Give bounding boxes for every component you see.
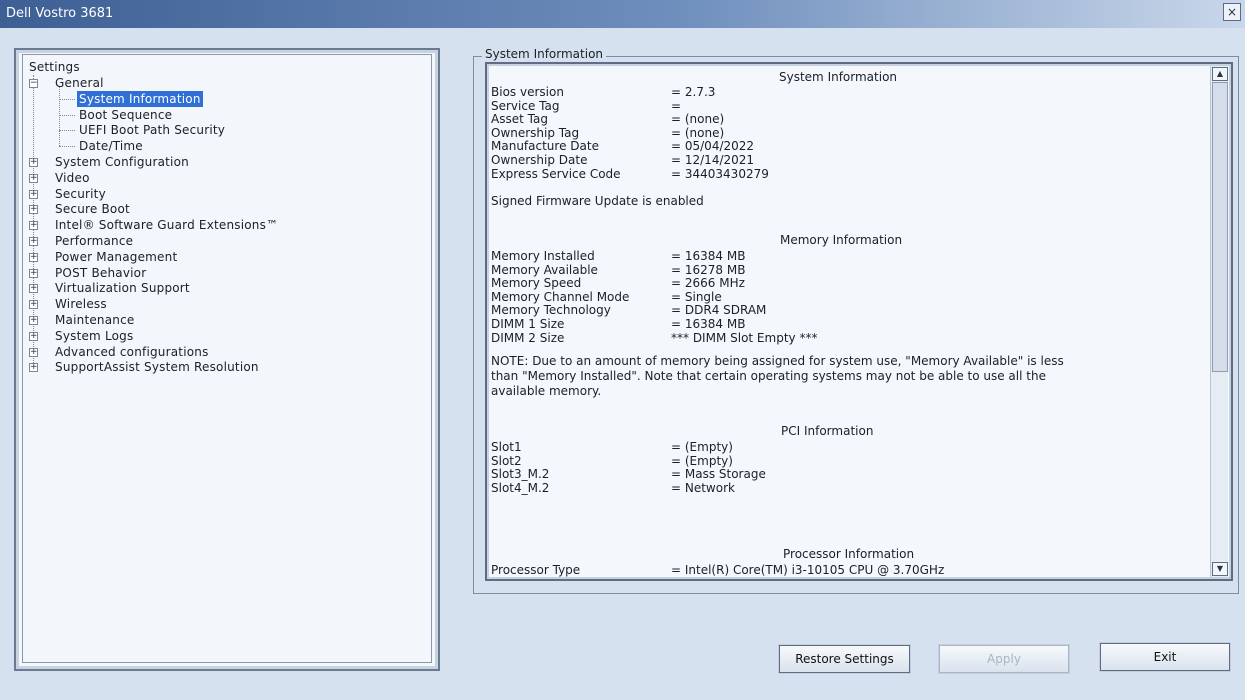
expand-icon[interactable]: + (30, 330, 38, 341)
tree-item-label: General (55, 76, 104, 90)
window-title: Dell Vostro 3681 (6, 6, 114, 21)
tree-item-label: System Configuration (55, 155, 189, 169)
info-row (491, 99, 1191, 113)
info-key: DIMM 2 Size (491, 330, 565, 345)
tree-item-label: Boot Sequence (79, 107, 173, 122)
info-key: Slot2 (491, 453, 522, 468)
settings-tree-panel (14, 48, 440, 671)
tree-item-label: Intel® Software Guard Extensions™ (55, 218, 279, 233)
scroll-thumb[interactable] (1212, 82, 1228, 372)
info-key: Processor Type (491, 563, 581, 577)
info-value: = 12/14/2021 (671, 153, 755, 167)
expand-icon[interactable]: + (30, 362, 38, 373)
tree-item-label: Date/Time (79, 139, 143, 154)
info-row (491, 167, 1191, 181)
info-key: Memory Channel Mode (491, 289, 630, 304)
tree-item-label: Virtualization Support (55, 281, 190, 296)
info-value: = Mass Storage (671, 467, 766, 482)
info-value: = Single (671, 289, 722, 304)
expand-icon[interactable]: + (30, 172, 38, 183)
expand-icon[interactable]: + (30, 251, 38, 262)
apply-button[interactable]: Apply (939, 645, 1069, 673)
info-key: Memory Speed (491, 276, 582, 291)
info-row (491, 139, 1191, 153)
group-title: System Information (482, 47, 606, 61)
info-key: Slot4_M.2 (491, 480, 550, 495)
exit-button[interactable]: Exit (1100, 643, 1230, 671)
info-row (491, 303, 1191, 317)
info-row (491, 263, 1191, 277)
section-heading: Memory Information (780, 233, 903, 247)
tree-connector (59, 115, 75, 116)
info-row (491, 85, 1191, 99)
tree-root-settings: Settings (29, 60, 80, 74)
info-value: = DDR4 SDRAM (671, 303, 767, 318)
info-row (491, 467, 1191, 481)
tree-item-label: System Information (79, 91, 201, 106)
info-row (491, 153, 1191, 167)
close-icon: × (1226, 5, 1238, 19)
expand-icon[interactable]: + (30, 283, 38, 294)
info-value: = 2.7.3 (671, 85, 716, 99)
info-row (491, 126, 1191, 140)
tree-item-label: UEFI Boot Path Security (79, 123, 226, 138)
info-row (491, 440, 1191, 454)
tree-item-label: Video (55, 170, 90, 185)
expand-icon[interactable]: + (30, 299, 38, 310)
info-key: DIMM 1 Size (491, 317, 565, 331)
info-key: Express Service Code (491, 166, 621, 181)
info-row (491, 331, 1191, 345)
expand-icon[interactable]: + (30, 346, 38, 357)
info-content (491, 64, 1203, 579)
tree-connector (59, 146, 75, 147)
tree-item-label: Security (55, 186, 106, 201)
scroll-down-button[interactable] (1212, 562, 1228, 576)
section-heading: System Information (779, 70, 898, 84)
info-row (491, 290, 1191, 304)
tree-item-label: POST Behavior (55, 265, 147, 280)
tree-item-label: Secure Boot (55, 202, 130, 217)
info-value: = Network (671, 480, 735, 495)
settings-tree (22, 54, 432, 663)
arrow-down-icon: ▼ (1216, 564, 1224, 573)
collapse-icon[interactable]: − (30, 78, 38, 88)
firmware-note: Signed Firmware Update is enabled (491, 194, 704, 208)
info-panel (485, 62, 1233, 581)
info-key: Memory Available (491, 262, 598, 277)
expand-icon[interactable]: + (30, 204, 38, 215)
info-value: = (none) (671, 125, 725, 140)
info-value: = 05/04/2022 (671, 139, 755, 154)
info-value: *** DIMM Slot Empty *** (671, 330, 818, 345)
info-key: Slot1 (491, 440, 522, 454)
info-row (491, 112, 1191, 126)
info-value: = Intel(R) Core(TM) i3-10105 CPU @ 3.70GHz (671, 563, 945, 577)
info-key: Asset Tag (491, 112, 548, 127)
expand-icon[interactable]: + (30, 267, 38, 278)
info-key: Memory Technology (491, 303, 611, 318)
close-button[interactable] (1223, 3, 1241, 21)
section-heading: Processor Information (783, 547, 915, 561)
info-key: Manufacture Date (491, 139, 599, 154)
expand-icon[interactable]: + (30, 236, 38, 246)
section-heading: PCI Information (781, 424, 874, 438)
info-row (491, 454, 1191, 468)
info-key: Slot3_M.2 (491, 467, 550, 482)
info-key: Ownership Tag (491, 125, 580, 140)
info-value: = 16384 MB (671, 317, 746, 331)
expand-icon[interactable]: + (30, 220, 38, 231)
tree-item-label: Advanced configurations (55, 344, 209, 359)
info-row (491, 563, 1191, 577)
info-key: Service Tag (491, 98, 560, 113)
info-key: Memory Installed (491, 249, 595, 263)
info-value: = (671, 98, 682, 113)
expand-icon[interactable]: + (30, 188, 38, 199)
expand-icon[interactable]: + (30, 157, 38, 167)
tree-item-label: Power Management (55, 249, 178, 264)
tree-connector (59, 99, 75, 100)
info-value: = 16384 MB (671, 249, 746, 263)
info-row (491, 249, 1191, 263)
info-row (491, 481, 1191, 495)
vertical-scrollbar[interactable] (1210, 66, 1228, 577)
tree-item-label: Maintenance (55, 313, 135, 327)
info-value: = 34403430279 (671, 166, 769, 181)
memory-note: than "Memory Installed". Note that certain operating systems may not be able to use all the (491, 369, 1046, 383)
memory-note: NOTE: Due to an amount of memory being assigned for system use, "Memory Available" is less (491, 354, 1064, 368)
info-row (491, 317, 1191, 331)
info-value: = (Empty) (671, 440, 733, 454)
tree-connector (59, 130, 75, 131)
window-title-bar (0, 0, 1245, 28)
tree-item-label: Wireless (55, 297, 107, 312)
expand-icon[interactable]: + (30, 315, 38, 325)
info-value: = 16278 MB (671, 262, 746, 277)
tree-item-label: System Logs (55, 328, 134, 343)
info-value: = (Empty) (671, 453, 733, 468)
info-value: = 2666 MHz (671, 276, 745, 291)
arrow-up-icon: ▲ (1216, 69, 1224, 78)
tree-item-label: SupportAssist System Resolution (55, 360, 259, 375)
restore-settings-button[interactable]: Restore Settings (779, 645, 910, 673)
info-key: Ownership Date (491, 153, 588, 167)
scroll-up-button[interactable] (1212, 67, 1228, 81)
tree-item-label: Performance (55, 234, 134, 248)
info-row (491, 276, 1191, 290)
info-value: = (none) (671, 112, 725, 127)
tree-connector (59, 87, 60, 146)
memory-note: available memory. (491, 384, 602, 398)
info-key: Bios version (491, 85, 564, 99)
